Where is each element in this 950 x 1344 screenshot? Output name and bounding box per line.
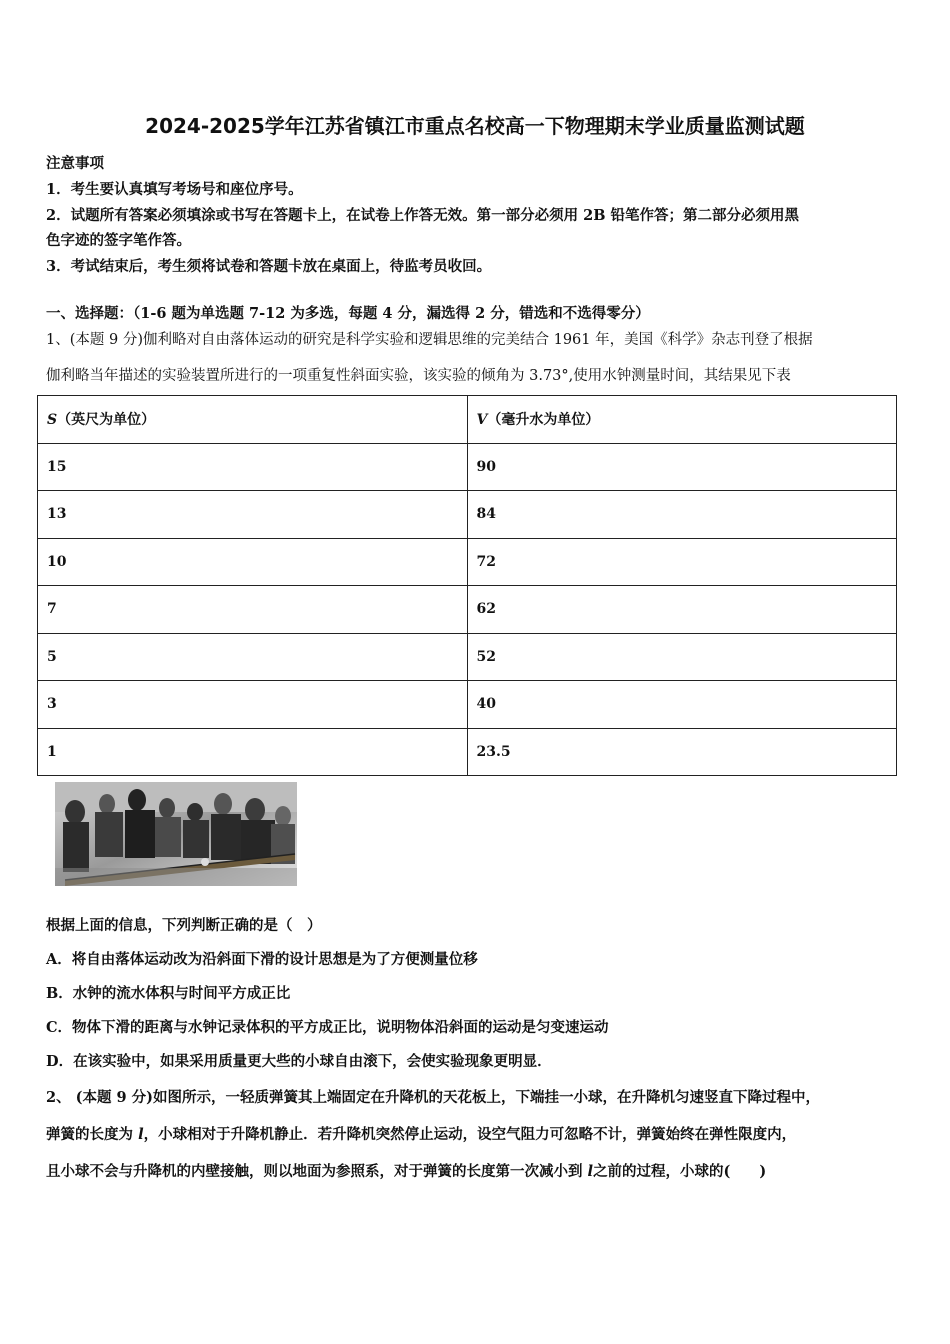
q1-prompt: 根据上面的信息，下列判断正确的是（ ）: [46, 917, 322, 934]
page-title: 2024-2025学年江苏省镇江市重点名校高一下物理期末学业质量监测试题: [145, 114, 805, 138]
table-cell-v: 40: [467, 681, 897, 729]
q1-option-c[interactable]: [46, 1016, 609, 1037]
q2-stem-line-3: [46, 1160, 766, 1181]
table-cell-s: 1: [38, 728, 468, 776]
table-cell-s: 7: [38, 586, 468, 634]
table-row: [38, 586, 897, 634]
q2-line3-a: 且小球不会与升降机的内壁接触，则以地面为参照系，对于弹簧的长度第一次减小到: [46, 1163, 588, 1180]
table-row: [38, 491, 897, 539]
table-cell-s: 13: [38, 491, 468, 539]
q1-stem-line-1: 1、(本题 9 分)伽利略对自由落体运动的研究是科学实验和逻辑思维的完美结合 1961 年，美国《科学》杂志刊登了根据: [46, 332, 813, 348]
experiment-table: [37, 395, 897, 776]
notice-item-3: 3．考试结束后，考生须将试卷和答题卡放在桌面上，待监考员收回。: [46, 258, 492, 275]
notice-heading: 注意事项: [46, 155, 104, 172]
var-v: V: [476, 412, 488, 429]
q1-option-a[interactable]: [46, 948, 478, 969]
table-cell-s: 15: [38, 443, 468, 491]
notice-item-2-cont: 色字迹的签字笔作答。: [46, 232, 191, 249]
experiment-photo: [55, 782, 297, 886]
option-text: 将自由落体运动改为沿斜面下滑的设计思想是为了方便测量位移: [71, 951, 478, 968]
option-letter: A．: [46, 951, 72, 968]
option-letter: D．: [46, 1053, 74, 1070]
q2-line2-a: 弹簧的长度为: [46, 1126, 139, 1143]
col2-label: （毫升水为单位）: [487, 412, 600, 429]
table-cell-v: 72: [467, 538, 897, 586]
table-cell-v: 84: [467, 491, 897, 539]
var-l: l: [138, 1126, 144, 1143]
q2-line3-b: 之前的过程，小球的( ): [593, 1163, 767, 1180]
q1-option-b[interactable]: [46, 982, 290, 1003]
q2-stem-line-2: [46, 1123, 796, 1144]
option-text: 物体下滑的距离与水钟记录体积的平方成正比，说明物体沿斜面的运动是匀变速运动: [72, 1019, 609, 1036]
notice-item-2: 2．试题所有答案必须填涂或书写在答题卡上，在试卷上作答无效。第一部分必须用 2B 铅笔作答；第二部分必须用黑: [46, 207, 800, 224]
option-letter: C．: [46, 1019, 73, 1036]
table-header-row: [38, 396, 897, 444]
q1-option-d[interactable]: [46, 1050, 552, 1071]
q1-stem-line-2: 伽利略当年描述的实验装置所进行的一项重复性斜面实验，该实验的倾角为 3.73°,使用水钟测量时间，其结果见下表: [46, 368, 791, 384]
table-row: [38, 728, 897, 776]
table-cell-s: 3: [38, 681, 468, 729]
option-letter: B．: [46, 985, 73, 1002]
table-header-cell-v: [467, 396, 897, 444]
table-row: [38, 443, 897, 491]
table-cell-v: 52: [467, 633, 897, 681]
notice-item-1: 1．考生要认真填写考场号和座位序号。: [46, 181, 303, 198]
table-header-cell-s: [38, 396, 468, 444]
table-row: [38, 538, 897, 586]
table-cell-s: 5: [38, 633, 468, 681]
q2-line2-b: ，小球相对于升降机静止．若升降机突然停止运动，设空气阻力可忽略不计，弹簧始终在弹性限度内，: [143, 1126, 797, 1143]
q2-stem-line-1: 2、 (本题 9 分)如图所示，一轻质弹簧其上端固定在升降机的天花板上，下端挂一小球，在升降机匀速竖直下降过程中，: [46, 1089, 821, 1106]
var-l: l: [587, 1163, 594, 1180]
table-cell-s: 10: [38, 538, 468, 586]
table-cell-v: 23.5: [467, 728, 897, 776]
table-row: [38, 633, 897, 681]
table-row: [38, 681, 897, 729]
col1-label: （英尺为单位）: [57, 412, 156, 429]
var-s: S: [47, 412, 58, 429]
table-cell-v: 62: [467, 586, 897, 634]
option-text: 在该实验中，如果采用质量更大些的小球自由滚下，会使实验现象更明显．: [73, 1053, 552, 1070]
section-heading: 一、选择题：（1-6 题为单选题 7-12 为多选，每题 4 分，漏选得 2 分，错选和不选得零分）: [46, 305, 650, 322]
table-cell-v: 90: [467, 443, 897, 491]
option-text: 水钟的流水体积与时间平方成正比: [72, 985, 291, 1002]
